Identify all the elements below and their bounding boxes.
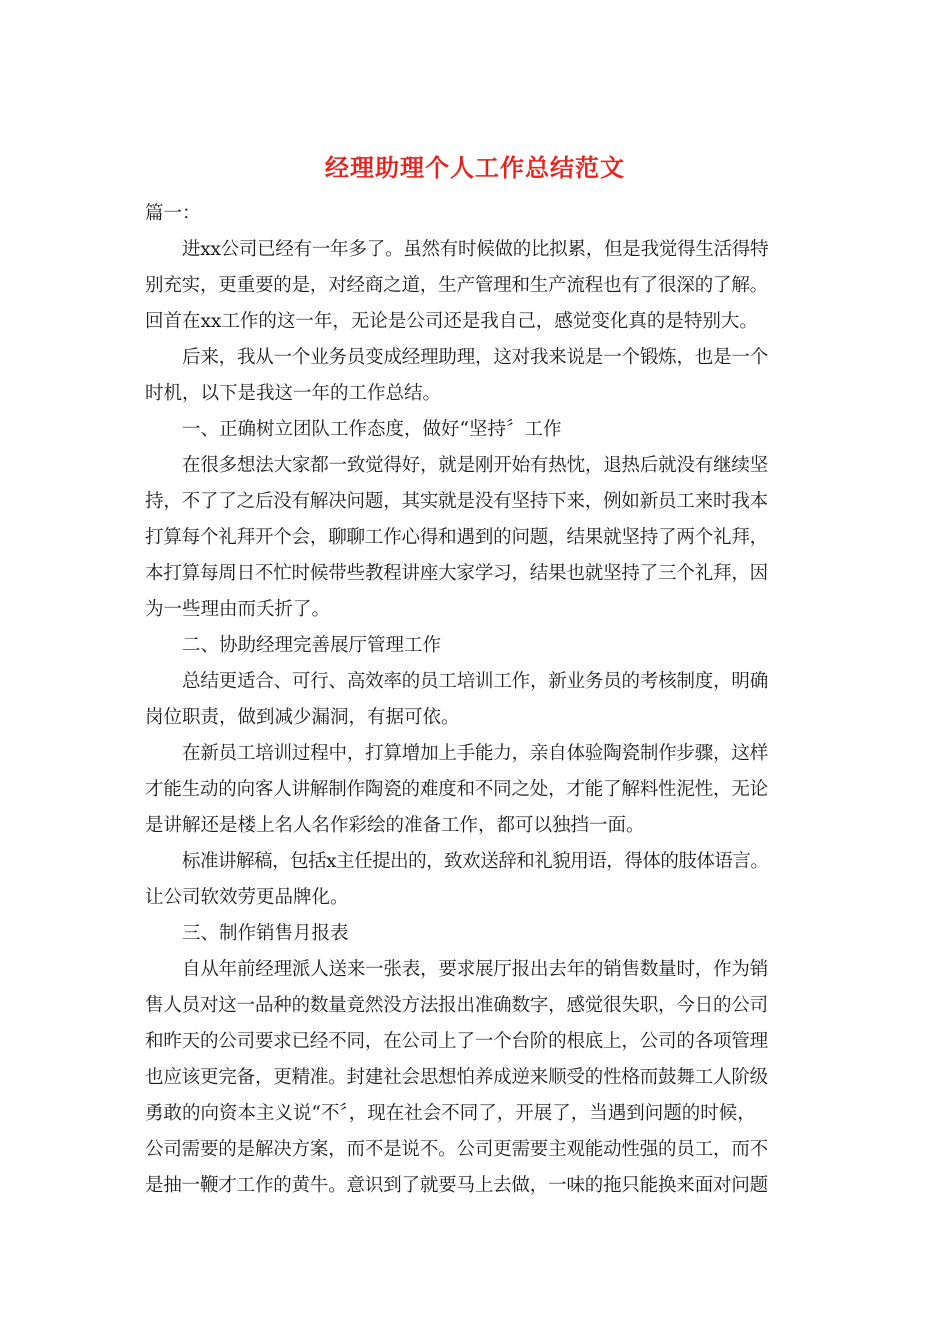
text-line: 让公司软效劳更品牌化。 — [145, 887, 349, 908]
text-line: 持，不了了之后没有解决问题，其实就是没有坚持下来，例如新员工来时我本 — [145, 491, 769, 512]
text-line: 篇一： — [145, 203, 201, 224]
paragraph — [145, 916, 805, 952]
text-line: 是讲解还是楼上名人名作彩绘的准备工作，都可以独挡一面。 — [145, 815, 645, 836]
paragraph — [145, 196, 805, 232]
text-line: 岗位职责，做到减少漏洞，有据可依。 — [145, 707, 460, 728]
text-line: 也应该更完备，更精准。封建社会思想怕养成逆来顺受的性格而鼓舞工人阶级 — [145, 1067, 769, 1088]
text-line: 进xx公司已经有一年多了。虽然有时候做的比拟累，但是我觉得生活得特 — [182, 239, 769, 260]
paragraph — [145, 736, 805, 844]
paragraph — [145, 952, 805, 1204]
text-line: 售人员对这一品种的数量竟然没方法报出准确数字，感觉很失职，今日的公司 — [145, 995, 769, 1016]
paragraph — [145, 340, 805, 412]
text-line: 三、制作销售月报表 — [182, 923, 349, 944]
document-body — [145, 196, 805, 1204]
text-line: 总结更适合、可行、高效率的员工培训工作，新业务员的考核制度，明确 — [182, 671, 769, 692]
paragraph — [145, 412, 805, 448]
text-line: 为一些理由而夭折了。 — [145, 599, 331, 620]
text-line: 一、正确树立团队工作态度，做好“坚持〞工作 — [182, 419, 562, 440]
paragraph — [145, 628, 805, 664]
text-line: 公司需要的是解决方案，而不是说不。公司更需要主观能动性强的员工，而不 — [145, 1139, 769, 1160]
text-line: 和昨天的公司要求已经不同，在公司上了一个台阶的根底上，公司的各项管理 — [145, 1031, 769, 1052]
text-line: 自从年前经理派人送来一张表，要求展厅报出去年的销售数量时，作为销 — [182, 959, 769, 980]
paragraph — [145, 844, 805, 916]
text-line: 后来，我从一个业务员变成经理助理，这对我来说是一个锻炼，也是一个 — [182, 347, 769, 368]
paragraph — [145, 232, 805, 340]
text-line: 标准讲解稿，包括x主任提出的，致欢送辞和礼貌用语，得体的肢体语言。 — [182, 851, 769, 872]
text-line: 才能生动的向客人讲解制作陶瓷的难度和不同之处，才能了解料性泥性，无论 — [145, 779, 769, 800]
paragraph — [145, 448, 805, 628]
text-line: 本打算每周日不忙时候带些教程讲座大家学习，结果也就坚持了三个礼拜，因 — [145, 563, 769, 584]
text-line: 在很多想法大家都一致觉得好，就是刚开始有热忱，退热后就没有继续坚 — [182, 455, 769, 476]
text-line: 时机，以下是我这一年的工作总结。 — [145, 383, 442, 404]
document-title: 经理助理个人工作总结范文 — [325, 154, 625, 182]
text-line: 二、协助经理完善展厅管理工作 — [182, 635, 442, 656]
text-line: 勇敢的向资本主义说“不〞，现在社会不同了，开展了，当遇到问题的时候， — [145, 1103, 756, 1124]
text-line: 回首在xx工作的这一年，无论是公司还是我自己，感觉变化真的是特别大。 — [145, 311, 758, 332]
text-line: 别充实，更重要的是，对经商之道，生产管理和生产流程也有了很深的了解。 — [145, 275, 769, 296]
text-line: 打算每个礼拜开个会，聊聊工作心得和遇到的问题，结果就坚持了两个礼拜， — [145, 527, 769, 548]
text-line: 在新员工培训过程中，打算增加上手能力，亲自体验陶瓷制作步骤，这样 — [182, 743, 769, 764]
text-line: 是抽一鞭才工作的黄牛。意识到了就要马上去做，一味的拖只能换来面对问题 — [145, 1175, 769, 1196]
paragraph — [145, 664, 805, 736]
